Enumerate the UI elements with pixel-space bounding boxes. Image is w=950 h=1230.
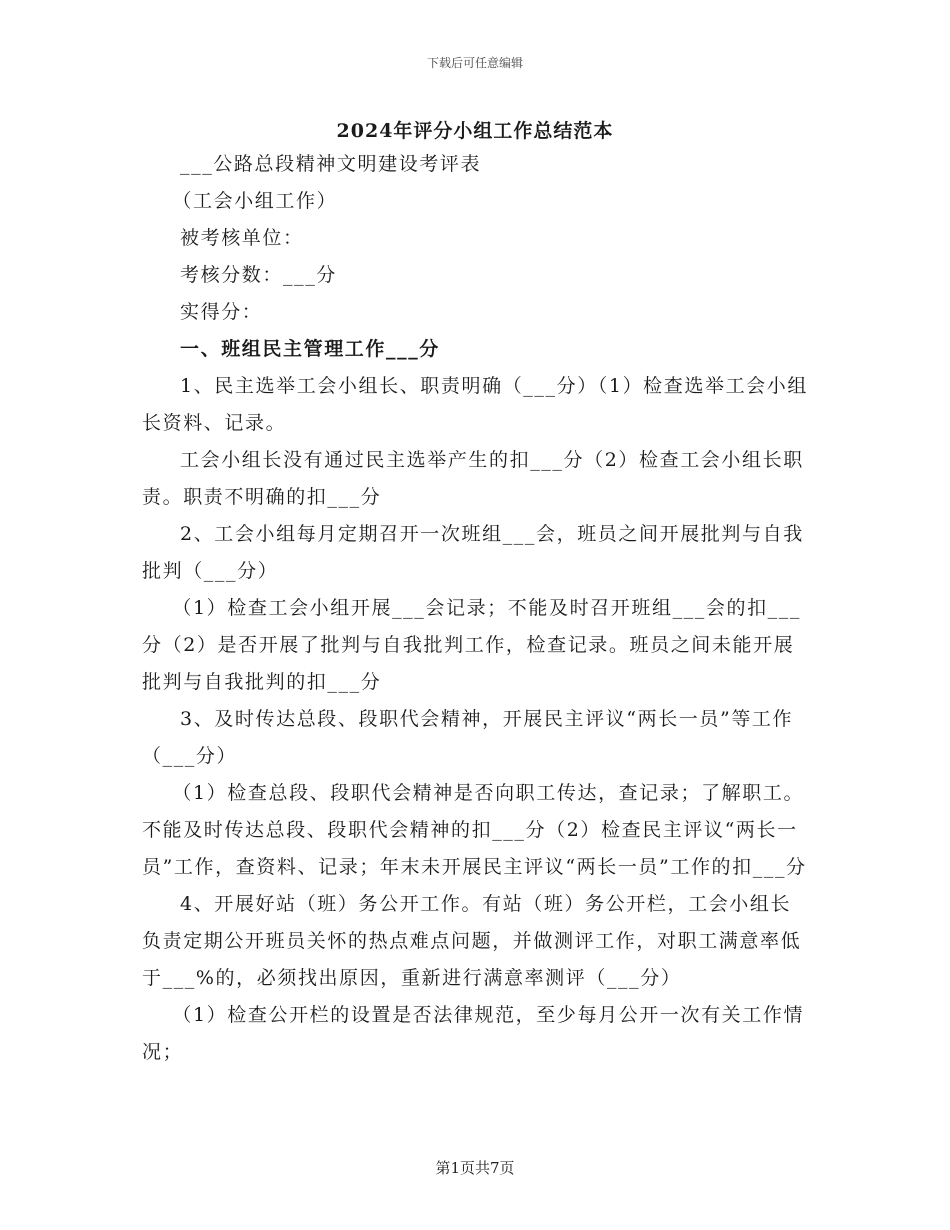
paragraph: 1、民主选举工会小组长、职责明确（___分）（1）检查选举工会小组长资料、记录。 <box>142 375 808 434</box>
paragraph: 工会小组长没有通过民主选举产生的扣___分（2）检查工会小组长职责。职责不明确的扣___分 <box>142 449 804 508</box>
form-subheading: （工会小组工作） <box>172 190 338 212</box>
paragraph: （1）检查总段、段职代会精神是否向职工传达，查记录；了解职工。不能及时传达总段、段职代会精神的扣___分（2）检查民主评议“两长一员”工作，查资料、记录；年末未开展民主评议“两长一员”工作的扣___分 <box>142 782 807 878</box>
form-heading: ___公路总段精神文明建设考评表 <box>180 153 482 175</box>
actual-score-line: 实得分： <box>180 301 263 323</box>
paragraph: 4、开展好站（班）务公开工作。有站（班）务公开栏，工会小组长负责定期公开班员关怀的热点难点问题，并做测评工作，对职工满意率低于___%的，必须找出原因，重新进行满意率测评（___分） <box>142 893 802 989</box>
page-footer: 第1页共7页 <box>435 1159 515 1177</box>
paragraph: （1）检查公开栏的设置是否法律规范，至少每月公开一次有关工作情况； <box>142 1004 805 1063</box>
assessed-unit-line: 被考核单位： <box>180 227 304 249</box>
paragraph: 2、工会小组每月定期召开一次班组___会，班员之间开展批判与自我批判（___分） <box>142 523 804 582</box>
paragraph: 3、及时传达总段、段职代会精神，开展民主评议“两长一员”等工作（___分） <box>142 708 794 767</box>
page-header: 下载后可任意编辑 <box>426 56 523 70</box>
assessment-score-line: 考核分数：___分 <box>180 264 337 286</box>
document-title: 2024年评分小组工作总结范本 <box>336 120 614 142</box>
section-heading-1: 一、班组民主管理工作___分 <box>180 338 440 360</box>
paragraph: （1）检查工会小组开展___会记录；不能及时召开班组___会的扣___分（2）是否开展了批判与自我批判工作，检查记录。班员之间未能开展批判与自我批判的扣___分 <box>142 597 801 693</box>
document-body <box>142 146 810 1071</box>
